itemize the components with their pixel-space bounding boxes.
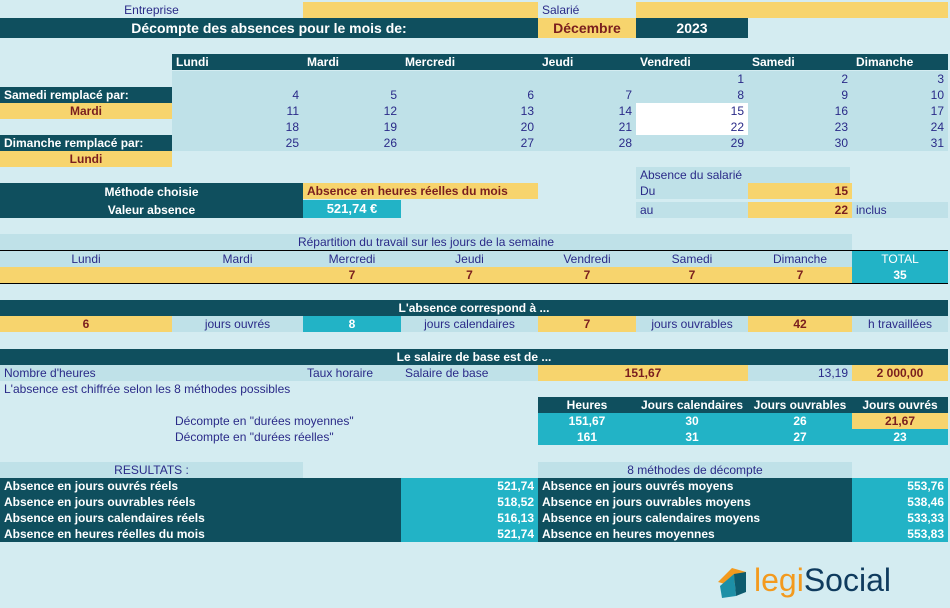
- result-left-value: 521,74: [401, 478, 538, 494]
- repartition-day-header: TOTAL: [852, 251, 948, 267]
- calendar-day-cell[interactable]: 24: [852, 119, 948, 135]
- result-left-label: Absence en jours calendaires réels: [0, 510, 401, 526]
- page-title: Décompte des absences pour le mois de:: [0, 18, 538, 38]
- calendar-day-cell[interactable]: 29: [636, 135, 748, 151]
- methods-note: L'absence est chiffrée selon les 8 méthodes possibles: [4, 382, 291, 396]
- calendar-day-cell[interactable]: 28: [538, 135, 636, 151]
- year-input[interactable]: 2023: [636, 18, 748, 38]
- calendar-day-cell[interactable]: 6: [401, 87, 538, 103]
- calendar-day-cell[interactable]: 4: [172, 87, 303, 103]
- jours-calendaires-label: jours calendaires: [401, 316, 538, 332]
- au-input[interactable]: 22: [748, 202, 852, 218]
- calendar-day-cell[interactable]: 2: [748, 71, 852, 87]
- repartition-day-value[interactable]: [172, 267, 303, 283]
- sunday-replaced-label: Dimanche remplacé par:: [0, 135, 172, 151]
- decompte-value: 30: [636, 413, 748, 429]
- result-left-label: Absence en jours ouvrés réels: [0, 478, 401, 494]
- logo-text: [754, 562, 891, 599]
- calendar-day-cell[interactable]: 15: [636, 103, 748, 119]
- calendar-day-cell[interactable]: 16: [748, 103, 852, 119]
- result-left-label: Absence en jours ouvrables réels: [0, 494, 401, 510]
- repartition-day-header: Vendredi: [538, 251, 636, 267]
- taux-horaire-label: Taux horaire: [303, 365, 401, 381]
- decompte-value: 26: [748, 413, 852, 429]
- heures-input[interactable]: 151,67: [538, 365, 748, 381]
- jours-calendaires-value: 8: [303, 316, 401, 332]
- result-left-value: 521,74: [401, 526, 538, 542]
- calendar-day-cell[interactable]: 27: [401, 135, 538, 151]
- methodes-title: 8 méthodes de décompte: [538, 462, 852, 478]
- repartition-day-header: Samedi: [636, 251, 748, 267]
- calendar-day-cell[interactable]: 8: [636, 87, 748, 103]
- calendar-day-cell[interactable]: 21: [538, 119, 636, 135]
- decompte-value: 23: [852, 429, 948, 445]
- salarie-label: Salarié: [542, 3, 580, 17]
- repartition-day-header: Mercredi: [303, 251, 401, 267]
- calendar-day-cell[interactable]: 13: [401, 103, 538, 119]
- calendar-day-cell[interactable]: [401, 71, 538, 87]
- salaire-base-input[interactable]: 2 000,00: [852, 365, 948, 381]
- method-label: Méthode choisie: [0, 184, 303, 200]
- result-right-label: Absence en heures moyennes: [538, 526, 852, 542]
- calendar-day-header: Lundi: [172, 54, 303, 70]
- result-right-label: Absence en jours calendaires moyens: [538, 510, 852, 526]
- calendar-day-header: Mercredi: [401, 54, 538, 70]
- au-label: au: [636, 202, 748, 218]
- calendar-day-cell[interactable]: 22: [636, 119, 748, 135]
- sunday-replaced-select[interactable]: Lundi: [0, 151, 172, 167]
- calendar-day-cell[interactable]: 19: [303, 119, 401, 135]
- calendar-day-cell[interactable]: 20: [401, 119, 538, 135]
- decompte-header: Jours calendaires: [636, 397, 748, 413]
- repartition-day-header: Mardi: [172, 251, 303, 267]
- calendar-day-cell[interactable]: 10: [852, 87, 948, 103]
- inclus-label: inclus: [852, 202, 948, 218]
- repartition-day-value[interactable]: 7: [401, 267, 538, 283]
- repartition-day-value[interactable]: 7: [636, 267, 748, 283]
- calendar-day-cell[interactable]: 1: [636, 71, 748, 87]
- calendar-day-cell[interactable]: 26: [303, 135, 401, 151]
- decompte-header: Heures: [538, 397, 636, 413]
- decompte-row-label: Décompte en "durées réelles": [175, 430, 334, 444]
- result-right-value: 553,83: [852, 526, 948, 542]
- calendar-day-header: Jeudi: [538, 54, 636, 70]
- calendar-day-cell[interactable]: 5: [303, 87, 401, 103]
- repartition-title: Répartition du travail sur les jours de la semaine: [0, 234, 852, 250]
- taux-horaire-value: 13,19: [748, 365, 852, 381]
- repartition-day-value[interactable]: 7: [303, 267, 401, 283]
- decompte-row-label: Décompte en "durées moyennes": [175, 414, 354, 428]
- calendar-day-header: Mardi: [303, 54, 401, 70]
- saturday-replaced-select[interactable]: Mardi: [0, 103, 172, 119]
- result-right-value: 553,76: [852, 478, 948, 494]
- saturday-replaced-label: Samedi remplacé par:: [0, 87, 172, 103]
- repartition-day-header: Dimanche: [748, 251, 852, 267]
- decompte-header: Jours ouvrés: [852, 397, 948, 413]
- salaire-base-label: Salaire de base: [401, 365, 538, 381]
- du-label: Du: [636, 183, 748, 199]
- decompte-value: 161: [538, 429, 636, 445]
- logo-text-legi: legi: [754, 562, 804, 598]
- correspond-title: L'absence correspond à ...: [0, 300, 948, 316]
- heures-travaillees-value: 42: [748, 316, 852, 332]
- repartition-day-value[interactable]: 7: [748, 267, 852, 283]
- calendar-day-cell[interactable]: 11: [172, 103, 303, 119]
- decompte-value: 27: [748, 429, 852, 445]
- calendar-day-cell[interactable]: 3: [852, 71, 948, 87]
- calendar-day-cell[interactable]: 25: [172, 135, 303, 151]
- month-select[interactable]: Décembre: [538, 18, 636, 38]
- resultats-title: RESULTATS :: [0, 462, 303, 478]
- decompte-value: 31: [636, 429, 748, 445]
- calendar-day-header: Dimanche: [852, 54, 948, 70]
- repartition-day-value[interactable]: [0, 267, 172, 283]
- du-input[interactable]: 15: [748, 183, 852, 199]
- entreprise-input[interactable]: [303, 2, 538, 18]
- absence-value: 521,74 €: [303, 200, 401, 218]
- result-right-label: Absence en jours ouvrés moyens: [538, 478, 852, 494]
- calendar-day-cell[interactable]: 30: [748, 135, 852, 151]
- calendar-day-cell[interactable]: 18: [172, 119, 303, 135]
- decompte-value: 151,67: [538, 413, 636, 429]
- result-left-label: Absence en heures réelles du mois: [0, 526, 401, 542]
- result-left-value: 516,13: [401, 510, 538, 526]
- repartition-day-header: Lundi: [0, 251, 172, 267]
- heures-travaillees-label: h travaillées: [852, 316, 948, 332]
- result-right-value: 538,46: [852, 494, 948, 510]
- method-select[interactable]: Absence en heures réelles du mois: [303, 183, 538, 199]
- calendar-day-cell[interactable]: 14: [538, 103, 636, 119]
- absence-title: Absence du salarié: [636, 167, 850, 183]
- entreprise-label: Entreprise: [124, 3, 179, 17]
- jours-ouvrables-value: 7: [538, 316, 636, 332]
- calendar-day-cell[interactable]: 23: [748, 119, 852, 135]
- legisocial-logo: [712, 560, 942, 604]
- repartition-day-value: 35: [852, 267, 948, 283]
- calendar-day-cell[interactable]: 12: [303, 103, 401, 119]
- calendar-day-cell[interactable]: [172, 71, 303, 87]
- calendar-day-cell[interactable]: 17: [852, 103, 948, 119]
- calendar-day-cell[interactable]: 7: [538, 87, 636, 103]
- calendar-day-header: Vendredi: [636, 54, 748, 70]
- decompte-header: Jours ouvrables: [748, 397, 852, 413]
- result-right-value: 533,33: [852, 510, 948, 526]
- salaire-title: Le salaire de base est de ...: [0, 349, 948, 365]
- result-left-value: 518,52: [401, 494, 538, 510]
- jours-ouvres-value: 6: [0, 316, 172, 332]
- repartition-day-value[interactable]: 7: [538, 267, 636, 283]
- jours-ouvres-label: jours ouvrés: [172, 316, 303, 332]
- result-right-label: Absence en jours ouvrables moyens: [538, 494, 852, 510]
- logo-icon: [712, 562, 752, 602]
- calendar-day-cell[interactable]: [538, 71, 636, 87]
- calendar-day-cell[interactable]: 9: [748, 87, 852, 103]
- absence-value-label: Valeur absence: [0, 202, 303, 218]
- jours-ouvrables-label: jours ouvrables: [636, 316, 748, 332]
- nb-heures-label: Nombre d'heures: [0, 365, 303, 381]
- calendar-day-header: Samedi: [748, 54, 852, 70]
- calendar-day-cell[interactable]: 31: [852, 135, 948, 151]
- repartition-day-header: Jeudi: [401, 251, 538, 267]
- calendar-day-cell[interactable]: [303, 71, 401, 87]
- decompte-value: 21,67: [852, 413, 948, 429]
- logo-text-social: Social: [803, 562, 891, 598]
- salarie-input[interactable]: [636, 2, 948, 18]
